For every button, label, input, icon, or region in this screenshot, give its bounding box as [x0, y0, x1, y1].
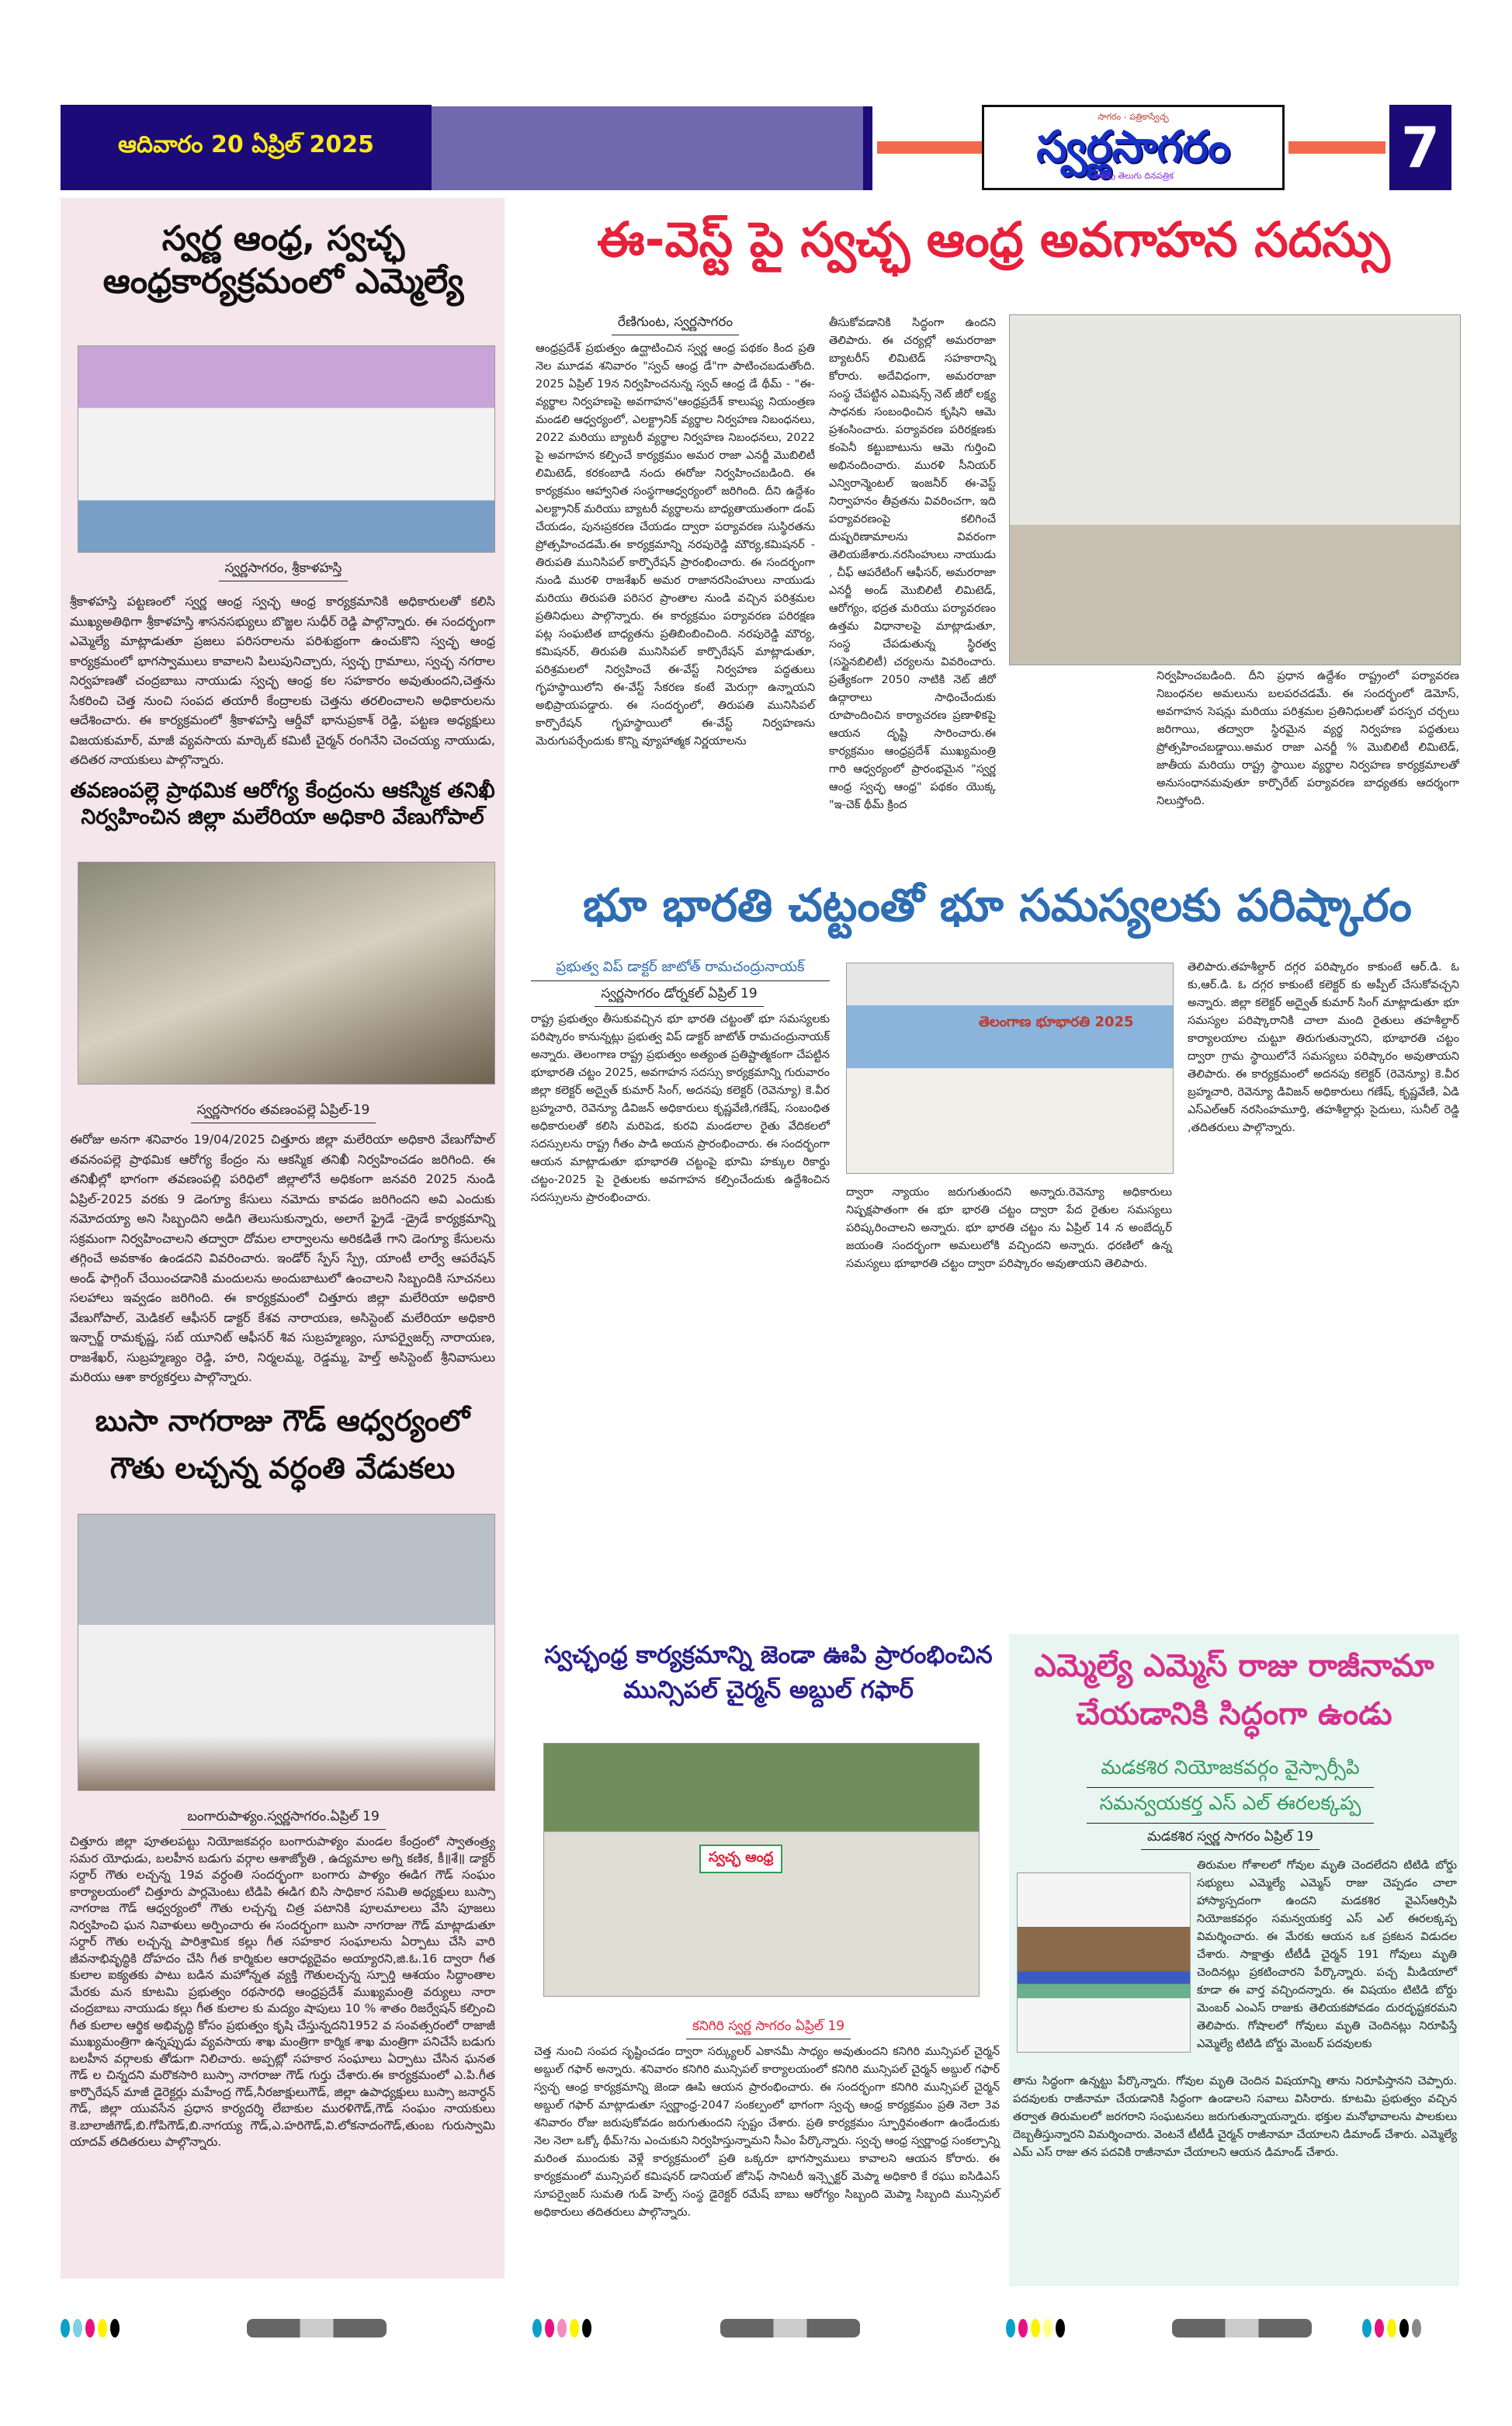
color-registration-mark: [532, 2319, 591, 2337]
article-body-col2: ద్వారా న్యాయం జరుగుతుందని అన్నారు.రెవెన్యూ అధికారులు నిష్పక్షపాతంగా ఈ భూ భారతి చట్టం ద్వారా పేద రైతుల సమస్యలు పరిష్కరించాలని అన్నారు. భూ భారతి చట్టం ను ఏప్రిల్ 14 న అంబేద్కర్ జయంతి సందర్భంగా అమలులోకి వచ్చిందని అన్నారు. ధరణిలో ఉన్న సమస్యలు భూభారతి చట్టం ద్వారా పరిష్కారం అవుతాయని తెలిపారు.: [846, 1186, 1172, 1270]
photo-flag-off: [543, 1743, 980, 1997]
dateline: మడకశిర స్వర్ణ సాగరం ఏప్రిల్ 19: [1141, 1829, 1320, 1850]
article-body: తాను సిద్ధంగా ఉన్నట్టు పేర్కొన్నారు. గోవుల మృతి చెందిన విషయాన్ని తాను నిరూపిస్తానని చెప్పారు. పదవులకు రాజీనామా చేయడానికి సిద్ధంగా ఉండాలని సవాలు విసిరారు. కూటమి ప్రభుత్వం వచ్చిన తర్వాత తిరుమలలో జరగరాని సంఘటనలు జరుగుతున్నాయన్నారు. భక్తుల మనోభావాలను పాలకులు దెబ్బతీస్తున్నారని విమర్శించారు. వెంటనే టీటీడీ చైర్మన్ రాజీనామా చేయాలని డిమాండ్ చేశారు. ఎమ్మెల్యే ఎమ్ ఎస్ రాజు తన పదవికి రాజీనామా చేయాలని ఆయన డిమాండ్ చేశారు.: [1013, 2075, 1457, 2159]
header-band: [432, 106, 872, 190]
color-registration-mark: [1006, 2319, 1065, 2337]
photo-tribute: [78, 1514, 495, 1791]
subhead: మడకశిర నియోజకవర్గం వైస్సార్సీపి: [1087, 1756, 1374, 1788]
dateline: కనిగిరి స్వర్ణ సాగరం ఏప్రిల్ 19: [686, 2018, 851, 2039]
issue-date: ఆదివారం 20 ఏప్రిల్ 2025: [117, 131, 375, 158]
photo-mla-pledge: [78, 345, 495, 553]
headline-ewaste: ఈ-వెస్ట్ పై స్వచ్ఛ ఆంధ్ర అవగాహన సదస్సు: [597, 211, 1390, 268]
dateline: బంగారుపాళ్యం.స్వర్ణసాగరం.ఏప్రిల్ 19: [181, 1809, 386, 1830]
registration-bar: [247, 2319, 387, 2337]
article-body: చిత్తూరు జిల్లా పూతలపట్టు నియోజకవర్గం బంగారుపాళ్యం మండల కేంద్రంలో స్వాతంత్ర్య సమర యోధుడు, బలహీన బడుగు వర్గాల ఆశాజ్యోతి , ఉద్యమాల అగ్ని కణిక, కీ॥శే॥ డాక్టర్ సర్దార్ గౌతు లచ్చన్న 19వ వర్ధంతి సందర్భంగా బంగారు పాళ్యం ఈడిగ గౌడ్ సంఘం కార్యాలయంలో చిత్తూరు పార్లమెంటు టిడిపి ఈడిగ బిసి సాధికార సమితి అధ్యక్షులు బుస్సా నాగరాజ గౌడ్ ఆధ్వర్యంలో గౌతు లచ్చన్న చిత్ర పటానికి పూలమాలలు వేసి పూజలు నిర్వహించి ఘన నివాళులు అర్పించారు ఈ సందర్భంగా బుసా నాగరాజు గౌడ్ మాట్లాడుతూ సర్దార్ గౌతు లచ్చన్న పారిశ్రామిక కల్లు గీత సహకార సంఘాలను ఏర్పాటు చేసి వారి జీవనాభివృద్ధికి దోహదం చేసి గీత కార్మికుల ఆరాధ్యదైవం అయ్యారని,జి.ఓ.16 ద్వారా గీత కులాల ఐక్యతకు పాటు బడిన మహోన్నత వ్యక్తి గౌతులచ్చన్న స్పూర్తి ఆశయం సిద్ధాంతాల మేరకు మన కూటమి ప్రభుత్వం రథసారధి ఆంధ్రప్రదేశ్ ముఖ్యమంత్రి వర్యులు నారా చంద్రబాబు నాయుడు కల్లు గీత కులాల కు మద్యం షాపులు 10 % శాతం రిజర్వేషన్ కల్పించి గీత కులాల ఆర్థిక అభివృద్ధి కోసం ప్రభుత్వం కృషి చేస్తున్నదని1952 వ సంవత్సరంలో రాజాజీ ముఖ్యమంత్రిగా ఉన్నప్పుడు వ్యవసాయ శాఖ మంత్రిగా కార్మిక శాఖ మంత్రిగా పనిచేసే బడుగు బలహీన వర్గాలకు తోడుగా నిలిచారు. అప్పట్లో సహకార సంఘాలు ఏర్పాటు చేసిన ఘనత గౌడ్ ల చిన్నదని మరొకసారి బుస్సా నాగరాజు గౌడ్ గుర్తు చేశారు.ఈ కార్యక్రమంలో ఎ.పి.గీత కార్పొరేషన్ మాజీ డైరెక్టర్లు మహేంద్ర గౌడ్,నీరజాక్షులుగౌడ్, జిల్లా ఉపాధ్యక్షులు బుస్సా జనార్ధన్ గౌడ్, జిల్లా యువసేన ప్రధాన కార్యదర్శి లేబాకుల మురళిగౌడ్,గౌడ్ సంఘం నాయకులు కె.బాలాజీగౌడ్,బి.గోపిగౌడ్,బి.నాగయ్య గౌడ్,ఎ.హరిగౌడ్,వి.లోకనాదంగౌడ్,తుంబ గురుస్వామి యాదవ్ తదితరులు పాల్గొన్నారు.: [70, 1834, 495, 2149]
headline-madakasira: ఎమ్మెల్యే ఎమ్మెస్ రాజు రాజీనామా చేయడానికి సిద్ధంగా ఉండు: [1034, 1648, 1434, 1732]
dateline: స్వర్ణసాగరం డోర్నకల్ ఏప్రిల్ 19: [595, 986, 763, 1007]
article-body-col3: తెలిపారు.తహశీల్దార్ దగ్గర పరిష్కారం కాకుంటే ఆర్.డి. ఓ కు,ఆర్.డి. ఓ దగ్గర కాకుంటే కలెక్టర్ కు అప్పీల్ చేసుకోవచ్చని అన్నారు. జిల్లా కలెక్టర్ అద్వైత్ కుమార్ సింగ్ మాట్లాడుతూ భూ సమస్యల పరిష్కారానికి చాలా మంది రైతులు తహశీల్దార్ కార్యాలయాల చుట్టూ తిరుగుతున్నారని, భూభారతి చట్టం ద్వారా గ్రామ స్థాయిలోనే సమస్యలు పరిష్కారం అవుతాయని తెలిపారు. ఈ కార్యక్రమంలో అదనపు కలెక్టర్ (రెవెన్యూ) కె.వీర బ్రహ్మచారి, రెవెన్యూ డివిజన్ అధికారులు గణేష్, కృష్ణవేణి, ఏడి ఎస్ఎల్ఆర్ నరసింహమూర్తి, తహశీల్దార్లు సైదులు, సునీల్ రెడ్డి ,తదితరులు పాల్గొన్నారు.: [1188, 961, 1459, 1134]
color-registration-mark: [61, 2319, 120, 2337]
header-dash-left: [877, 141, 982, 154]
registration-bar: [1172, 2319, 1312, 2337]
photo-eeralakkappa: [1017, 1872, 1191, 2053]
newspaper-logo: [982, 105, 1285, 190]
issue-date-block: [61, 105, 432, 190]
header-dash-right: [1288, 141, 1385, 154]
article-body-col2: తీసుకోవడానికి సిద్ధంగా ఉందని తెలిపారు. ఈ చర్యల్లో అమరరాజా బ్యాటరీస్ లిమిటెడ్ సహకారాన్ని కోరారు. అదేవిధంగా, అమరరాజా సంస్థ చేపట్టిన ఎమిషన్స్ నెట్ జీరో లక్ష్య సాధనకు సంబంధించిన కృషిని ఆమె ప్రశంసించారు. పర్యావరణ పరిరక్షణకు కంపెనీ కట్టుబాటును ఆమె గుర్తించి అభినందించారు. మురళి సీనియర్ ఎన్విరాన్మెంటల్ ఇంజనీర్ ఈ-వెస్ట్ నిర్వాహనం తీవ్రతను వివరించగా, ఇది పర్యావరణంపై కలిగించే దుష్పరిణామాలను వివరంగా తెలియజేశారు.నరసింహులు నాయుడు , చీఫ్ ఆపరేటింగ్ ఆఫీసర్, అమరరాజా ఎనర్జీ అండ్ మొబిలిటీ లిమిటెడ్, ఆరోగ్యం, భద్రత మరియు పర్యావరణం ఉత్తమ విధానాలపై మాట్లాడుతూ, సంస్థ చేపడుతున్న స్థిరత్వ (సస్టైనబిలిటీ) చర్యలను వివరించారు. ప్రత్యేకంగా 2050 నాటికి నెట్ జీరో ఉద్గారాలు సాధించేందుకు రూపొందించిన కార్యాచరణ ప్రణాళికపై ఆయన దృష్టి సారించారు.ఈ కార్యక్రమం ఆంధ్రప్రదేశ్ ముఖ్యమంత్రి గారి ఆధ్వర్యంలో ప్రారంభమైన "స్వర్ణ ఆంధ్ర స్వచ్ఛ ఆంధ్ర" పథకం యొక్క "ఇ-చెక్ థీమ్ క్రింద: [829, 317, 996, 811]
banner-text: స్వచ్ఛ ఆంధ్ర: [699, 1845, 782, 1873]
logo-name: స్వర్ణసాగరం: [1036, 122, 1230, 172]
article-body-col3: నిర్వహించబడింది. దీని ప్రధాన ఉద్దేశం రాష్ట్రంలో పర్యావరణ నిబంధనల అమలును బలపరచడమే. ఈ సందర్భంలో డెమోస్, అవగాహన సెషన్లు మరియు పరిశ్రమల ప్రతినిధులతో పరస్పర చర్చలు జరిగాయి, తద్వారా స్థిరమైన వ్యర్థ నిర్వహణ పద్ధతులు ప్రోత్సహించబడ్డాయి.అమర రాజా ఎనర్జీ % మొబిలిటీ లిమిటెడ్, జాతీయ మరియు రాష్ట్ర స్థాయిల వ్యర్థాల నిర్వహణ కార్యక్రమాలతో అనుసంధానమవుతూ కార్పొరేట్ పర్యావరణ బాధ్యతకు ఆదర్శంగా నిలుస్తోంది.: [1157, 670, 1459, 807]
headline-bhu-bharati: భూ భారతి చట్టంతో భూ సమస్యలకు పరిష్కారం: [583, 879, 1412, 932]
color-registration-mark: [1362, 2319, 1421, 2337]
article-body: ఈరోజు అనగా శనివారం 19/04/2025 చిత్తూరు జిల్లా మలేరియా అధికారి వేణుగోపాల్ తవనంపల్లె ప్రాథమిక ఆరోగ్య కేంద్రం ను ఆకస్మిక తనిఖీ నిర్వహించడం జరిగింది. ఈ తనిఖీల్లో భాగంగా తవణంపల్లి పరిధిలో జిల్లాలోనే అధికంగా జనవరి 2025 నుండి ఏప్రిల్-2025 వరకు 9 డెంగ్యూ కేసులు నమోదు కావడం జరిగిందని అవి ఎందుకు నమోదయ్యా అని సిబ్బందిని అడిగి తెలుసుకున్నారు, అలాగే ఫ్రైడే -డ్రైడే కార్యక్రమాన్ని సక్రమంగా నిర్వహించాలని తద్వారా దోమల లార్వాలను అరికడితే గాని డెంగ్యూ కేసులను తగ్గించే అవకాశం ఉండదని వివరించారు. ఇండోర్ స్పేస్ స్ప్రే, యాంటీ లార్వే ఆపరేషన్ అండ్ ఫాగ్గింగ్ చేయించడానికి మందులను అందుబాటులో ఉంచాలని సిబ్బందికి సూచనలు సలహాలు ఇవ్వడం జరిగింది. ఈ కార్యక్రమంలో చిత్తూరు జిల్లా మలేరియా అధికారి వేణుగోపాల్, మెడికల్ ఆఫీసర్ డాక్టర్ కేశవ నారాయణ, అసిస్టెంట్ మలేరియా అధికారి ఇన్చార్జ్ రామకృష్ణ, సబ్ యూనిట్ ఆఫీసర్ శివ సుబ్రహ్మణ్యం, సూపర్వైజర్స్ నారాయణ, రాజశేఖర్, సుబ్రహ్మణ్యం రెడ్డి, హరి, నిర్మలమ్మ, రెడ్డమ్మ, హెల్త్ అసిస్టెంట్ శ్రీనివాసులు మరియు ఆశా కార్యకర్తలు పాల్గొన్నారు.: [70, 1132, 495, 1384]
photo-ewaste-inspection: [1009, 314, 1461, 665]
page-number: 7: [1389, 105, 1451, 190]
subhead: ప్రభుత్వ విప్ డాక్టర్ జాటోత్ రామచంద్రునాయక్: [531, 959, 830, 981]
photo-health-centre: [78, 862, 495, 1085]
dateline: స్వర్ణసాగరం తవణంపల్లె ఏప్రిల్-19: [191, 1102, 376, 1123]
dateline: స్వర్ణసాగరం, శ్రీకాళహస్తి: [219, 561, 349, 581]
article-body: చెత్త నుంచి సంపద సృష్టించడం ద్వారా సర్క్యులర్ ఎకానమీ సాధ్యం అవుతుందని కనిగిరి మున్సిపల్ చైర్మన్ అబ్దుల్ గఫార్ అన్నారు. శనివారం కనిగిరి మున్సిపల్ కార్యాలయంలో కనిగిరి మున్సిపల్ చైర్మన్ అబ్దుల్ గఫార్ స్వచ్ఛ ఆంధ్ర కార్యక్రమాన్ని జెండా ఊపి ఆయన ప్రారంభించారు. ఈ సందర్భంగా కనిగిరి మున్సిపల్ చైర్మన్ అబ్దుల్ గఫార్ మాట్లాడుతూ స్వర్ణాంధ్ర-2047 సంకల్పంలో భాగంగా స్వచ్ఛ ఆంధ్ర కార్యక్రమం ప్రతి నెలా 3వ శనివారం రోజు జరుపుకోవడం జరుగుతుందని స్పష్టం చేశారు. ప్రతి కార్యక్రమం స్ఫూర్తివంతంగా ఉండేందుకు నెల నెలా ఒక్కో థీమ్?ను ఎంచుకుని నిర్వహిస్తున్నామని సీఎం పేర్కొన్నారు. స్వచ్ఛ ఆంధ్ర స్వర్ణాంధ్ర సంకల్పాన్ని మరింత ముందుకు వెళ్లే కార్యక్రమంలో ప్రతి ఒక్కరూ భాగస్వాములు కావాలని ఆయన కోరారు. ఈ కార్యక్రమంలో మున్సిపల్ కమిషనర్ డానియల్ జోసెఫ్ సానిటరీ ఇన్స్పెక్టర్ మెప్మా అధికారి కే రఘు ఐసిడిఎస్ సూపర్వైజర్ సుమతి గుడ్ హెల్ప్ సంస్థ డైరెక్టర్ రమేష్ బాబు ఆరోగ్యం సిబ్బంది మెప్మా సిబ్బంది మున్సిపల్ అధికారులు తదితరులు పాల్గొన్నారు.: [534, 2046, 1000, 2219]
subhead: సమన్వయకర్త ఎస్ ఎల్ ఈరలక్కప్ప: [1087, 1792, 1374, 1824]
registration-bar: [720, 2319, 860, 2337]
article-body-col1: రాష్ట్ర ప్రభుత్వం తీసుకువచ్చిన భూ భారతి చట్టంతో భూ సమస్యలకు పరిష్కారం కానున్నట్లు ప్రభుత్వ విప్ డాక్టర్ జాటోత్ రామచంద్రునాయక్ అన్నారు. తెలంగాణ రాష్ట్ర ప్రభుత్వం అత్యంత ప్రతిష్టాత్మకంగా చేపట్టిన భూభారతి చట్టం 2025, అవగాహన సదస్సు కార్యక్రమాన్ని గురువారం జిల్లా కలెక్టర్ అద్వైత్ కుమార్ సింగ్, అదనపు కలెక్టర్ (రెవెన్యూ) కె.వీర బ్రహ్మచారి, రెవెన్యూ డివిజన్ అధికారులు కృష్ణవేణి,గణేష్, సంబంధిత అధికారులతో కలిసి మరిపెడ, కురవి మండలాల రైతు వేదికలలో సదస్సులను రాష్ట్ర గీతం పాడి అయన ప్రారంభించారు. ఈ సందర్భంగా ఆయన మాట్లాడుతూ భూభారతి చట్టంపై భూమి హక్కుల రికార్డు చట్టం-2025 పై రైతులకు అవగాహన కల్పించేందుకు ఉద్దేశించిన సదస్సులను ప్రారంభించారు.: [531, 1013, 830, 1204]
logo-tagline: సాగరం - పత్రికాస్వేచ్ఛ: [1098, 112, 1169, 122]
article-body: శ్రీకాళహస్తి పట్టణంలో స్వర్ణ ఆంధ్ర స్వచ్ఛ ఆంధ్ర కార్యక్రమానికి అధికారులతో కలిసి ముఖ్యఅతిథిగా శ్రీకాళహస్తి శాసనసభ్యులు బొజ్జల సుధీర్ రెడ్డి పాల్గొన్నారు. ఈ సందర్భంగా ఎమ్మెల్యే మాట్లాడుతూ ప్రజలు పరిసరాలను పరిశుభ్రంగా ఉంచుకొని స్వచ్ఛ ఆంధ్ర కార్యక్రమంలో భాగస్వాములు కావాలని పిలుపునిచ్చారు, స్వచ్ఛ గ్రామాలు, స్వచ్ఛ నగరాల నిర్వహణతో చంద్రబాబు నాయుడు స్వచ్ఛ ఆంధ్ర కల సహకారం అవుతుందని,చెత్తను సేకరించి చెత్త నుంచి సంపద తయారీ కేంద్రాలకు చెత్తను తరలించాలని అధికారులను ఆదేశించారు. ఈ కార్యక్రమంలో శ్రీకాళహస్తి ఆర్డీవో భానుప్రకాశ్ రెడ్డి, పట్టణ అధ్యక్షులు విజయకుమార్, మాజీ వ్యవసాయ మార్కెట్ కమిటీ చైర్మన్ రంగినేని చెంచయ్య నాయుడు, తదితర నాయకులు పాల్గొన్నారు.: [70, 594, 495, 767]
headline-gouthu-lachanna: బుసా నాగరాజు గౌడ్ ఆధ్వర్యంలో గౌతు లచ్చన్న వర్ధంతి వేడుకలు: [95, 1404, 470, 1485]
logo-subtitle: వారపు తెలుగు దినపత్రిక: [1092, 171, 1174, 181]
headline-swarna-andhra: స్వర్ణ ఆంధ్ర, స్వచ్ఛ ఆంధ్రకార్యక్రమంలో ఎమ్మెల్యే: [102, 219, 464, 301]
headline-kanigiri: స్వచ్ఛంధ్ర కార్యక్రమాన్ని జెండా ఊపి ప్రారంభించిన మున్సిపల్ చైర్మన్ అబ్దుల్ గఫార్: [544, 1641, 993, 1704]
photo-bhu-bharati-meeting: [846, 963, 1174, 1174]
article-body-col1: ఆంధ్రప్రదేశ్ ప్రభుత్వం ఉద్ఘాటించిన స్వర్ణ ఆంధ్ర పథకం కింద ప్రతి నెల మూడవ శనివారం "స్వచ్ ఆంధ్ర డే"గా పాటించబడుతోంది. 2025 ఏప్రిల్ 19న నిర్వహించనున్న స్వచ్ ఆంధ్ర డే థీమ్ - "ఈ-వ్యర్థాల నిర్వహణపై అవగాహన"ఆంధ్రప్రదేశ్ కాలుష్య నియంత్రణ మండలి ఆధ్వర్యంలో, ఎలక్ట్రానిక్ వ్యర్థాల నిర్వహణ నిబంధనలు, 2022 మరియు బ్యాటరీ వ్యర్థాల నిర్వహణ నిబంధనలు, 2022 పై అవగాహన కల్పించే కార్యక్రమం అమర రాజా ఎనర్జీ మొబిలిటీ లిమిటెడ్, కరకంబాడి నందు ఈరోజు నిర్వహించబడింది. ఈ కార్యక్రమం ఆహ్వానిత సంస్థగాఆధ్వర్యంలో జరిగింది. దీని ఉద్దేశం ఎలక్ట్రానిక్ మరియు బ్యాటరీ వ్యర్థాలను బాధ్యతాయుతంగా డంప్ చేయడం, పునఃప్రకరణ చేయడం ద్వారా పర్యావరణ సుస్థిరతను ప్రోత్సహించడమే.ఈ కార్యక్రమాన్ని నరపురెడ్డి మౌర్య,కమిషనర్ - తిరుపతి మునిసిపల్ కార్పొరేషన్ ప్రారంభించారు. ఈ సందర్భంగా నుండి మురళి రాజశేఖర్ అమర రాజానరసింహులు నాయుడు మరియు తిరుపతి పరిసర ప్రాంతాల నుండి వచ్చిన పరిశ్రమల ప్రతినిధులు పాల్గొన్నారు. ఈ కార్యక్రమం పర్యావరణ పరిరక్షణ పట్ల సంఘటిత బాధ్యతను ప్రతిబింబించింది. నరపురెడ్డి మౌర్య, కమిషనర్, తిరుపతి మునిసిపల్ కార్పొరేషన్ మాట్లాడుతూ, పరిశ్రమలలో నిర్వహించే ఈ-వేస్ట్ నిర్వహణ పద్ధతులు గృహస్థాయిలోని ఈ-వేస్ట్ సేకరణ కంటే మెరుగ్గా ఉన్నాయని అభిప్రాయపడ్డారు. ఈ సందర్భంలో, తిరుపతి మునిసిపల్ కార్పొరేషన్ గృహస్థాయిలో ఈ-వేస్ట్ నిర్వహణను మెరుగుపర్చేందుకు కొన్ని వ్యూహాత్మక నిర్ణయాలను: [536, 342, 815, 748]
dateline: రేణిగుంట, స్వర్ణసాగరం: [612, 314, 739, 335]
banner-text: తెలంగాణ భూభారతి 2025: [979, 1014, 1134, 1030]
headline-malaria-officer: తవణంపల్లె ప్రాథమిక ఆరోగ్య కేంద్రంను ఆకస్మిక తనిఖీ నిర్వహించిన జిల్లా మలేరియా అధికారి వేణుగోపాల్: [70, 779, 495, 829]
article-body: తిరుమల గోశాలలో గోవుల మృతి చెందలేదని టిటిడి బోర్డు సభ్యులు ఎమ్మెల్యే ఎమ్మెస్ రాజు చెప్పడం చాలా హాస్యాస్పదంగా ఉందని మడకశిర వైఎస్ఆర్సిపి నియోజకవర్గం సమన్వయకర్త ఎస్ ఎల్ ఈరలక్కప్ప విమర్శించారు. ఈ మేరకు ఆయన ఒక ప్రకటన విడుదల చేశారు. సాక్షాత్తు టీటీడీ చైర్మన్ 191 గోవులు మృతి చెందినట్లు ప్రకటించారని పేర్కొన్నారు. పచ్చ మీడియాలో కూడా ఈ వార్త వచ్చిందన్నారు. ఈ విషయం టిటిడి బోర్డు మెంబర్ ఎంఎస్ రాజుకు తెలియకపోవడం దురదృష్టకరమని తెలిపారు. గోషాలలో గోవులు మృతి చెందినట్లు నిరూపిస్తే ఎమ్మెల్యే టిటిడి బోర్డు మెంబర్ పదవులకు: [1197, 1859, 1457, 2050]
